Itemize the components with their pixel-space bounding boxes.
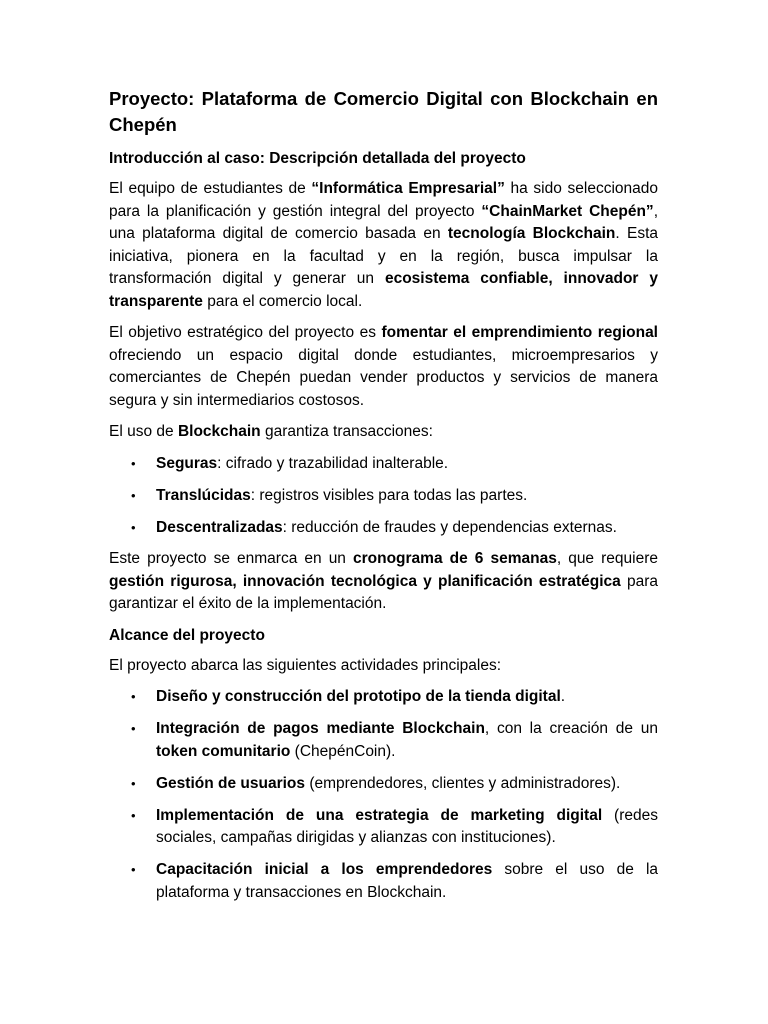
text-run: sobre el uso de la plataforma y transacciones en Blockchain. (156, 861, 659, 901)
list-item (109, 485, 658, 508)
bullet-icon: • (131, 689, 136, 704)
bold-text-run: Descentralizadas (156, 518, 283, 536)
bold-text-run: Capacitación inicial a los emprendedores (156, 861, 493, 878)
text-run: para garantizar el éxito de la implementación. (109, 572, 658, 612)
text-run: El objetivo estratégico del proyecto es (109, 324, 382, 341)
list-item (109, 718, 658, 763)
list-item (109, 859, 658, 904)
transaction-features-list (109, 453, 658, 540)
bullet-icon: • (131, 487, 136, 503)
scope-activities-list (109, 686, 658, 904)
text-run: El proyecto abarca las siguientes actividades principales: (109, 656, 502, 674)
bold-text-run: Gestión de usuarios (156, 774, 306, 792)
bold-text-run: fomentar el emprendimiento regional (381, 324, 658, 341)
text-run: , una plataforma digital de comercio basada en (109, 202, 658, 242)
bullet-icon: • (131, 807, 136, 823)
bold-text-run: Implementación de una estrategia de marketing digital (156, 806, 603, 824)
text-run: . (560, 688, 566, 705)
text-run: : cifrado y trazabilidad inalterable. (217, 454, 449, 472)
intro-paragraph-1 (109, 178, 658, 313)
bold-text-run: cronograma de 6 semanas (353, 550, 557, 567)
text-run: garantiza transacciones: (260, 423, 433, 440)
intro-paragraph-4 (109, 548, 658, 616)
text-run: Este proyecto se enmarca en un (109, 550, 353, 567)
bold-text-run: “Informática Empresarial” (311, 180, 505, 197)
bold-text-run: Translúcidas (156, 486, 251, 504)
text-run: ha sido seleccionado para la planificación y gestión integral del proyecto (109, 180, 658, 220)
bold-text-run: token comunitario (156, 742, 291, 760)
bold-text-run: Seguras (156, 454, 218, 472)
text-run: (redes sociales, campañas dirigidas y alianzas con instituciones). (156, 806, 658, 846)
document-title: Proyecto: Plataforma de Comercio Digital con Blockchain en Chepén (109, 88, 658, 135)
text-run: . Esta iniciativa, pionera en la facultad y en la región, busca impulsar la transformación digital y generar un (109, 225, 658, 287)
bullet-icon: • (131, 862, 136, 877)
bullet-icon: • (131, 519, 136, 535)
text-run: : registros visibles para todas las partes. (250, 486, 528, 504)
bold-text-run: gestión rigurosa, innovación tecnológica y planificación estratégica (109, 572, 621, 590)
intro-paragraph-2 (109, 322, 658, 412)
document-page (109, 86, 658, 913)
list-item (109, 805, 658, 850)
list-item (109, 773, 658, 796)
bold-text-run: tecnología Blockchain (447, 225, 616, 242)
text-run: El equipo de estudiantes de (109, 180, 312, 197)
list-item (109, 453, 658, 476)
text-run: (emprendedores, clientes y administradores). (305, 774, 621, 792)
bold-text-run: Diseño y construcción del prototipo de la tienda digital (156, 688, 561, 705)
bold-text-run: Blockchain (177, 423, 261, 440)
bullet-icon: • (131, 775, 136, 791)
list-item (109, 686, 658, 709)
scope-heading: Alcance del proyecto (109, 626, 265, 644)
bullet-icon: • (131, 455, 136, 471)
bold-text-run: Integración de pagos mediante Blockchain (156, 720, 485, 737)
intro-paragraph-3 (109, 421, 658, 444)
bold-text-run: “ChainMarket Chepén” (481, 202, 654, 220)
text-run: para el comercio local. (202, 292, 363, 310)
text-run: ofreciendo un espacio digital donde estudiantes, microempresarios y comerciantes de Chepén puedan vender productos y servicios de manera segura y sin intermediarios costosos. (109, 346, 658, 409)
text-run: : reducción de fraudes y dependencias externas. (282, 518, 617, 536)
text-run: , con la creación de un (484, 720, 658, 737)
scope-paragraph (109, 655, 658, 678)
text-run: (ChepénCoin). (290, 742, 396, 760)
bullet-icon: • (131, 721, 136, 736)
intro-heading: Introducción al caso: Descripción detallada del proyecto (109, 150, 526, 167)
bold-text-run: ecosistema confiable, innovador y transparente (109, 270, 658, 310)
text-run: El uso de (109, 423, 178, 440)
text-run: , que requiere (556, 550, 658, 567)
list-item (109, 517, 658, 540)
